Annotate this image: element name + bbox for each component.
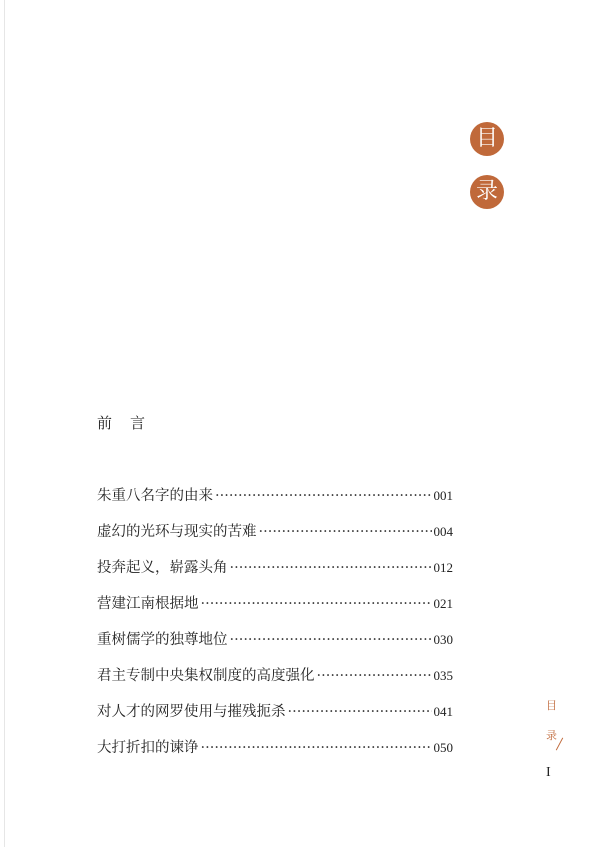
title-char: 目	[475, 126, 498, 151]
toc-entry-page: 030	[433, 632, 453, 647]
toc-entry-title: 重树儒学的独尊地位	[97, 632, 228, 648]
table-of-contents	[97, 484, 453, 772]
toc-entry-page: 035	[433, 668, 453, 683]
toc-entry[interactable]	[97, 592, 453, 628]
toc-dot-leader	[288, 704, 432, 720]
toc-entry[interactable]	[97, 520, 453, 556]
title-badge-lu	[470, 175, 504, 209]
side-running-label: 目	[546, 699, 557, 712]
toc-entry[interactable]	[97, 556, 453, 592]
preface-heading[interactable]: 前言	[97, 414, 164, 432]
toc-entry-title: 朱重八名字的由来	[97, 488, 213, 504]
toc-dot-leader	[201, 740, 432, 756]
toc-entry-page: 001	[433, 488, 453, 503]
page-number: I	[546, 765, 551, 780]
side-running-label: 录	[546, 729, 557, 742]
toc-dot-leader	[230, 560, 432, 576]
toc-entry[interactable]	[97, 664, 453, 700]
toc-entry[interactable]	[97, 736, 453, 772]
title-badge-mu	[470, 122, 504, 156]
toc-entry[interactable]	[97, 700, 453, 736]
toc-entry-title: 营建江南根据地	[97, 596, 199, 612]
toc-entry-title: 虚幻的光环与现实的苦难	[97, 524, 257, 540]
toc-entry-page: 012	[433, 560, 453, 575]
toc-entry-page: 004	[433, 524, 453, 539]
toc-dot-leader	[259, 524, 432, 540]
title-char: 录	[475, 179, 498, 204]
toc-dot-leader	[317, 668, 432, 684]
page-edge-rule	[4, 0, 5, 847]
toc-entry-page: 050	[433, 740, 453, 755]
toc-dot-leader	[215, 488, 432, 504]
toc-dot-leader	[201, 596, 432, 612]
toc-entry-page: 021	[433, 596, 453, 611]
toc-entry-page: 041	[433, 704, 453, 719]
toc-dot-leader	[230, 632, 432, 648]
toc-entry[interactable]	[97, 628, 453, 664]
toc-entry-title: 君主专制中央集权制度的高度强化	[97, 668, 315, 684]
toc-entry-title: 大打折扣的谏诤	[97, 740, 199, 756]
toc-entry-title: 对人才的网罗使用与摧残扼杀	[97, 704, 286, 720]
toc-entry-title: 投奔起义，崭露头角	[97, 560, 228, 576]
toc-entry[interactable]	[97, 484, 453, 520]
